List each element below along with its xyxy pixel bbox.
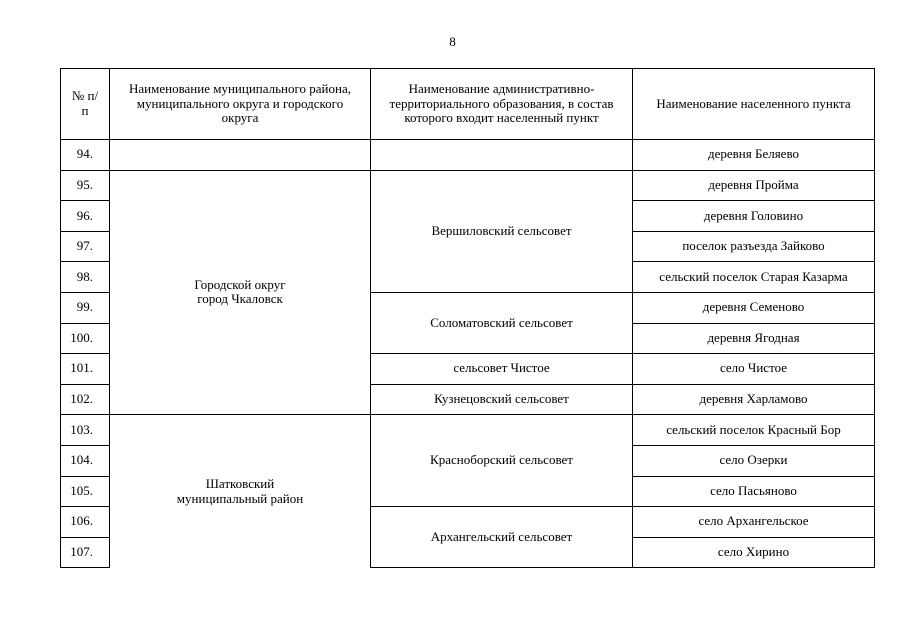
table-row [61, 415, 875, 446]
settlement-cell: сельский поселок Старая Казарма [633, 262, 875, 293]
admin-unit-cell: Кузнецовский сельсовет [371, 384, 633, 415]
settlement-cell: село Пасьяново [633, 476, 875, 507]
row-number: 96. [61, 201, 110, 232]
settlement-cell: поселок разъезда Зайково [633, 231, 875, 262]
header-admin-unit: Наименование административно-территориального образования, в состав которого входит населенный пункт [371, 69, 633, 140]
district-cell: Городской округ город Чкаловск [110, 170, 371, 415]
settlement-cell: деревня Семеново [633, 292, 875, 323]
admin-unit-cell: Архангельский сельсовет [371, 507, 633, 568]
row-number: 102. [61, 384, 110, 415]
row-number: 101. [61, 354, 110, 385]
table-header-row [61, 69, 875, 140]
admin-unit-cell: Вершиловский сельсовет [371, 170, 633, 292]
row-number: 103. [61, 415, 110, 446]
settlement-cell: сельский поселок Красный Бор [633, 415, 875, 446]
table-row [61, 170, 875, 201]
settlement-cell: деревня Головино [633, 201, 875, 232]
table-row [61, 140, 875, 171]
row-number: 99. [61, 292, 110, 323]
settlement-cell: село Хирино [633, 537, 875, 568]
page-number: 8 [449, 34, 456, 49]
header-settlement: Наименование населенного пункта [633, 69, 875, 140]
header-num: № п/п [61, 69, 110, 140]
settlement-cell: село Озерки [633, 445, 875, 476]
district-cell: Шатковский муниципальный район [110, 415, 371, 568]
row-number: 107. [61, 537, 110, 568]
district-cell-empty [110, 140, 371, 171]
settlement-cell: деревня Пройма [633, 170, 875, 201]
settlement-cell: деревня Харламово [633, 384, 875, 415]
row-number: 106. [61, 507, 110, 538]
row-number: 95. [61, 170, 110, 201]
settlement-cell: деревня Беляево [633, 140, 875, 171]
settlement-cell: село Чистое [633, 354, 875, 385]
row-number: 105. [61, 476, 110, 507]
row-number: 97. [61, 231, 110, 262]
settlement-cell: деревня Ягодная [633, 323, 875, 354]
row-number: 94. [61, 140, 110, 171]
settlements-table [60, 68, 875, 568]
header-district: Наименование муниципального района, муниципального округа и городского округа [110, 69, 371, 140]
admin-unit-cell: Соломатовский сельсовет [371, 292, 633, 353]
row-number: 100. [61, 323, 110, 354]
admin-unit-cell-empty [371, 140, 633, 171]
admin-unit-cell: сельсовет Чистое [371, 354, 633, 385]
row-number: 104. [61, 445, 110, 476]
row-number: 98. [61, 262, 110, 293]
settlement-cell: село Архангельское [633, 507, 875, 538]
admin-unit-cell: Красноборский сельсовет [371, 415, 633, 507]
